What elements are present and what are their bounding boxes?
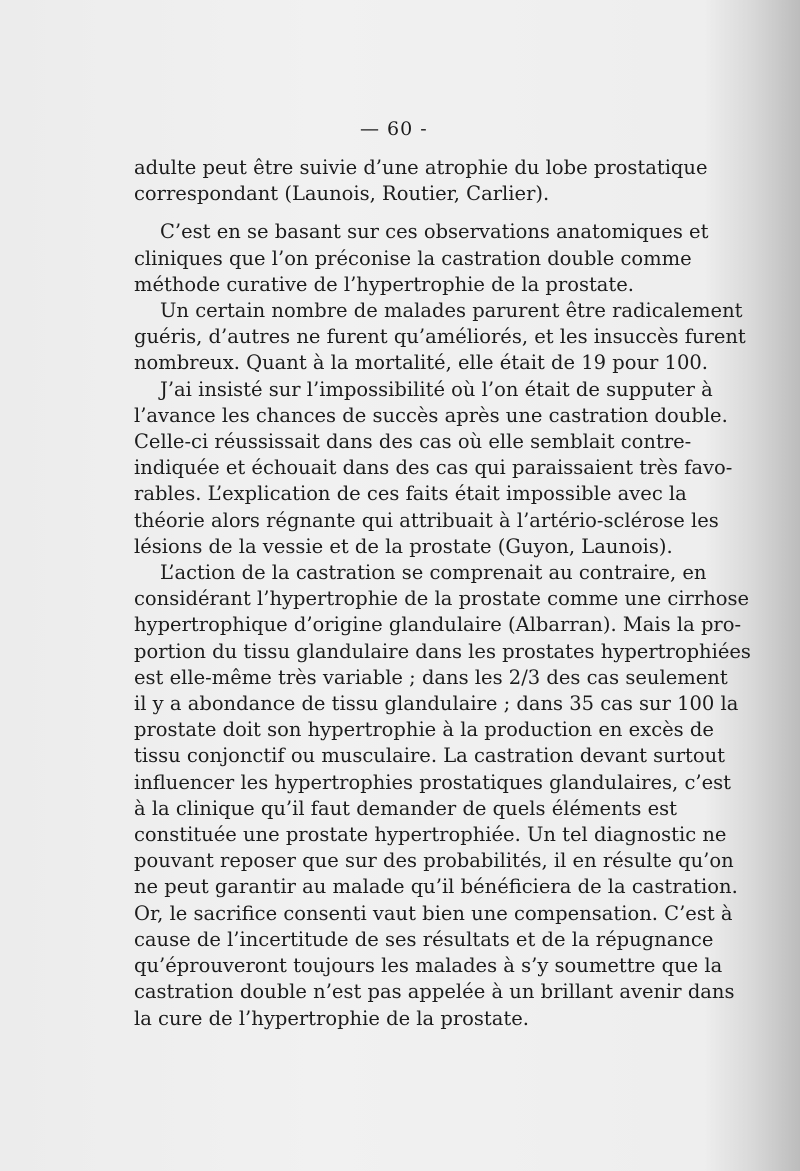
text-line: méthode curative de l’hypertrophie de la prostate. (134, 272, 635, 296)
text-line: correspondant (Launois, Routier, Carlier). (134, 182, 550, 206)
text-line: ne peut garantir au malade qu’il bénéficiera de la castration. (134, 875, 738, 899)
text-line: qu’éprouveront toujours les malades à s’y soumettre que la (134, 954, 723, 978)
text-line: théorie alors régnante qui attribuait à l’artério-sclérose les (134, 508, 719, 532)
text-line: Celle-ci réussissait dans des cas où elle semblait contre- (134, 430, 692, 454)
text-line: portion du tissu glandulaire dans les prostates hypertrophiées (134, 639, 751, 663)
text-line: tissu conjonctif ou musculaire. La castration devant surtout (134, 744, 726, 768)
text-line: constituée une prostate hypertrophiée. Un tel diagnostic ne (134, 823, 727, 847)
text-line: adulte peut être suivie d’une atrophie du lobe prostatique (134, 156, 708, 179)
text-line: la cure de l’hypertrophie de la prostate. (134, 1006, 529, 1030)
text-line: lésions de la vessie et de la prostate (Guyon, Launois). (134, 534, 673, 558)
text-line: Or, le sacrifice consenti vaut bien une compensation. C’est à (134, 901, 733, 925)
text-line: nombreux. Quant à la mortalité, elle était de 19 pour 100. (134, 351, 708, 375)
body-text (134, 155, 751, 1032)
text-line: l’avance les chances de succès après une castration double. (134, 403, 728, 427)
text-line: C’est en se basant sur ces observations anatomiques et (160, 220, 709, 244)
text-line: Un certain nombre de malades parurent être radicalement (160, 299, 743, 323)
text-line: castration double n’est pas appelée à un brillant avenir dans (134, 980, 735, 1004)
text-line: hypertrophique d’origine glandulaire (Albarran). Mais la pro- (134, 613, 742, 637)
text-line: indiquée et échouait dans des cas qui paraissaient très favo- (134, 456, 733, 480)
text-line: prostate doit son hypertrophie à la production en excès de (134, 718, 714, 742)
text-line: à la clinique qu’il faut demander de quels éléments est (134, 796, 678, 820)
text-line: rables. L’explication de ces faits était impossible avec la (134, 482, 687, 506)
text-line: il y a abondance de tissu glandulaire ; dans 35 cas sur 100 la (134, 692, 739, 716)
page-number: — 60 - (360, 118, 428, 140)
text-line: cliniques que l’on préconise la castration double comme (134, 246, 692, 270)
text-line: J’ai insisté sur l’impossibilité où l’on était de supputer à (160, 377, 713, 401)
text-line: L’action de la castration se comprenait au contraire, en (160, 561, 707, 585)
text-line: pouvant reposer que sur des probabilités, il en résulte qu’on (134, 849, 734, 873)
text-line: cause de l’incertitude de ses résultats et de la répugnance (134, 927, 714, 951)
text-line: est elle-même très variable ; dans les 2/3 des cas seulement (134, 665, 728, 689)
text-line: influencer les hypertrophies prostatiques glandulaires, c’est (134, 770, 731, 794)
text-line: considérant l’hypertrophie de la prostate comme une cirrhose (134, 587, 750, 611)
text-line: guéris, d’autres ne furent qu’améliorés, et les insuccès furent (134, 325, 746, 349)
